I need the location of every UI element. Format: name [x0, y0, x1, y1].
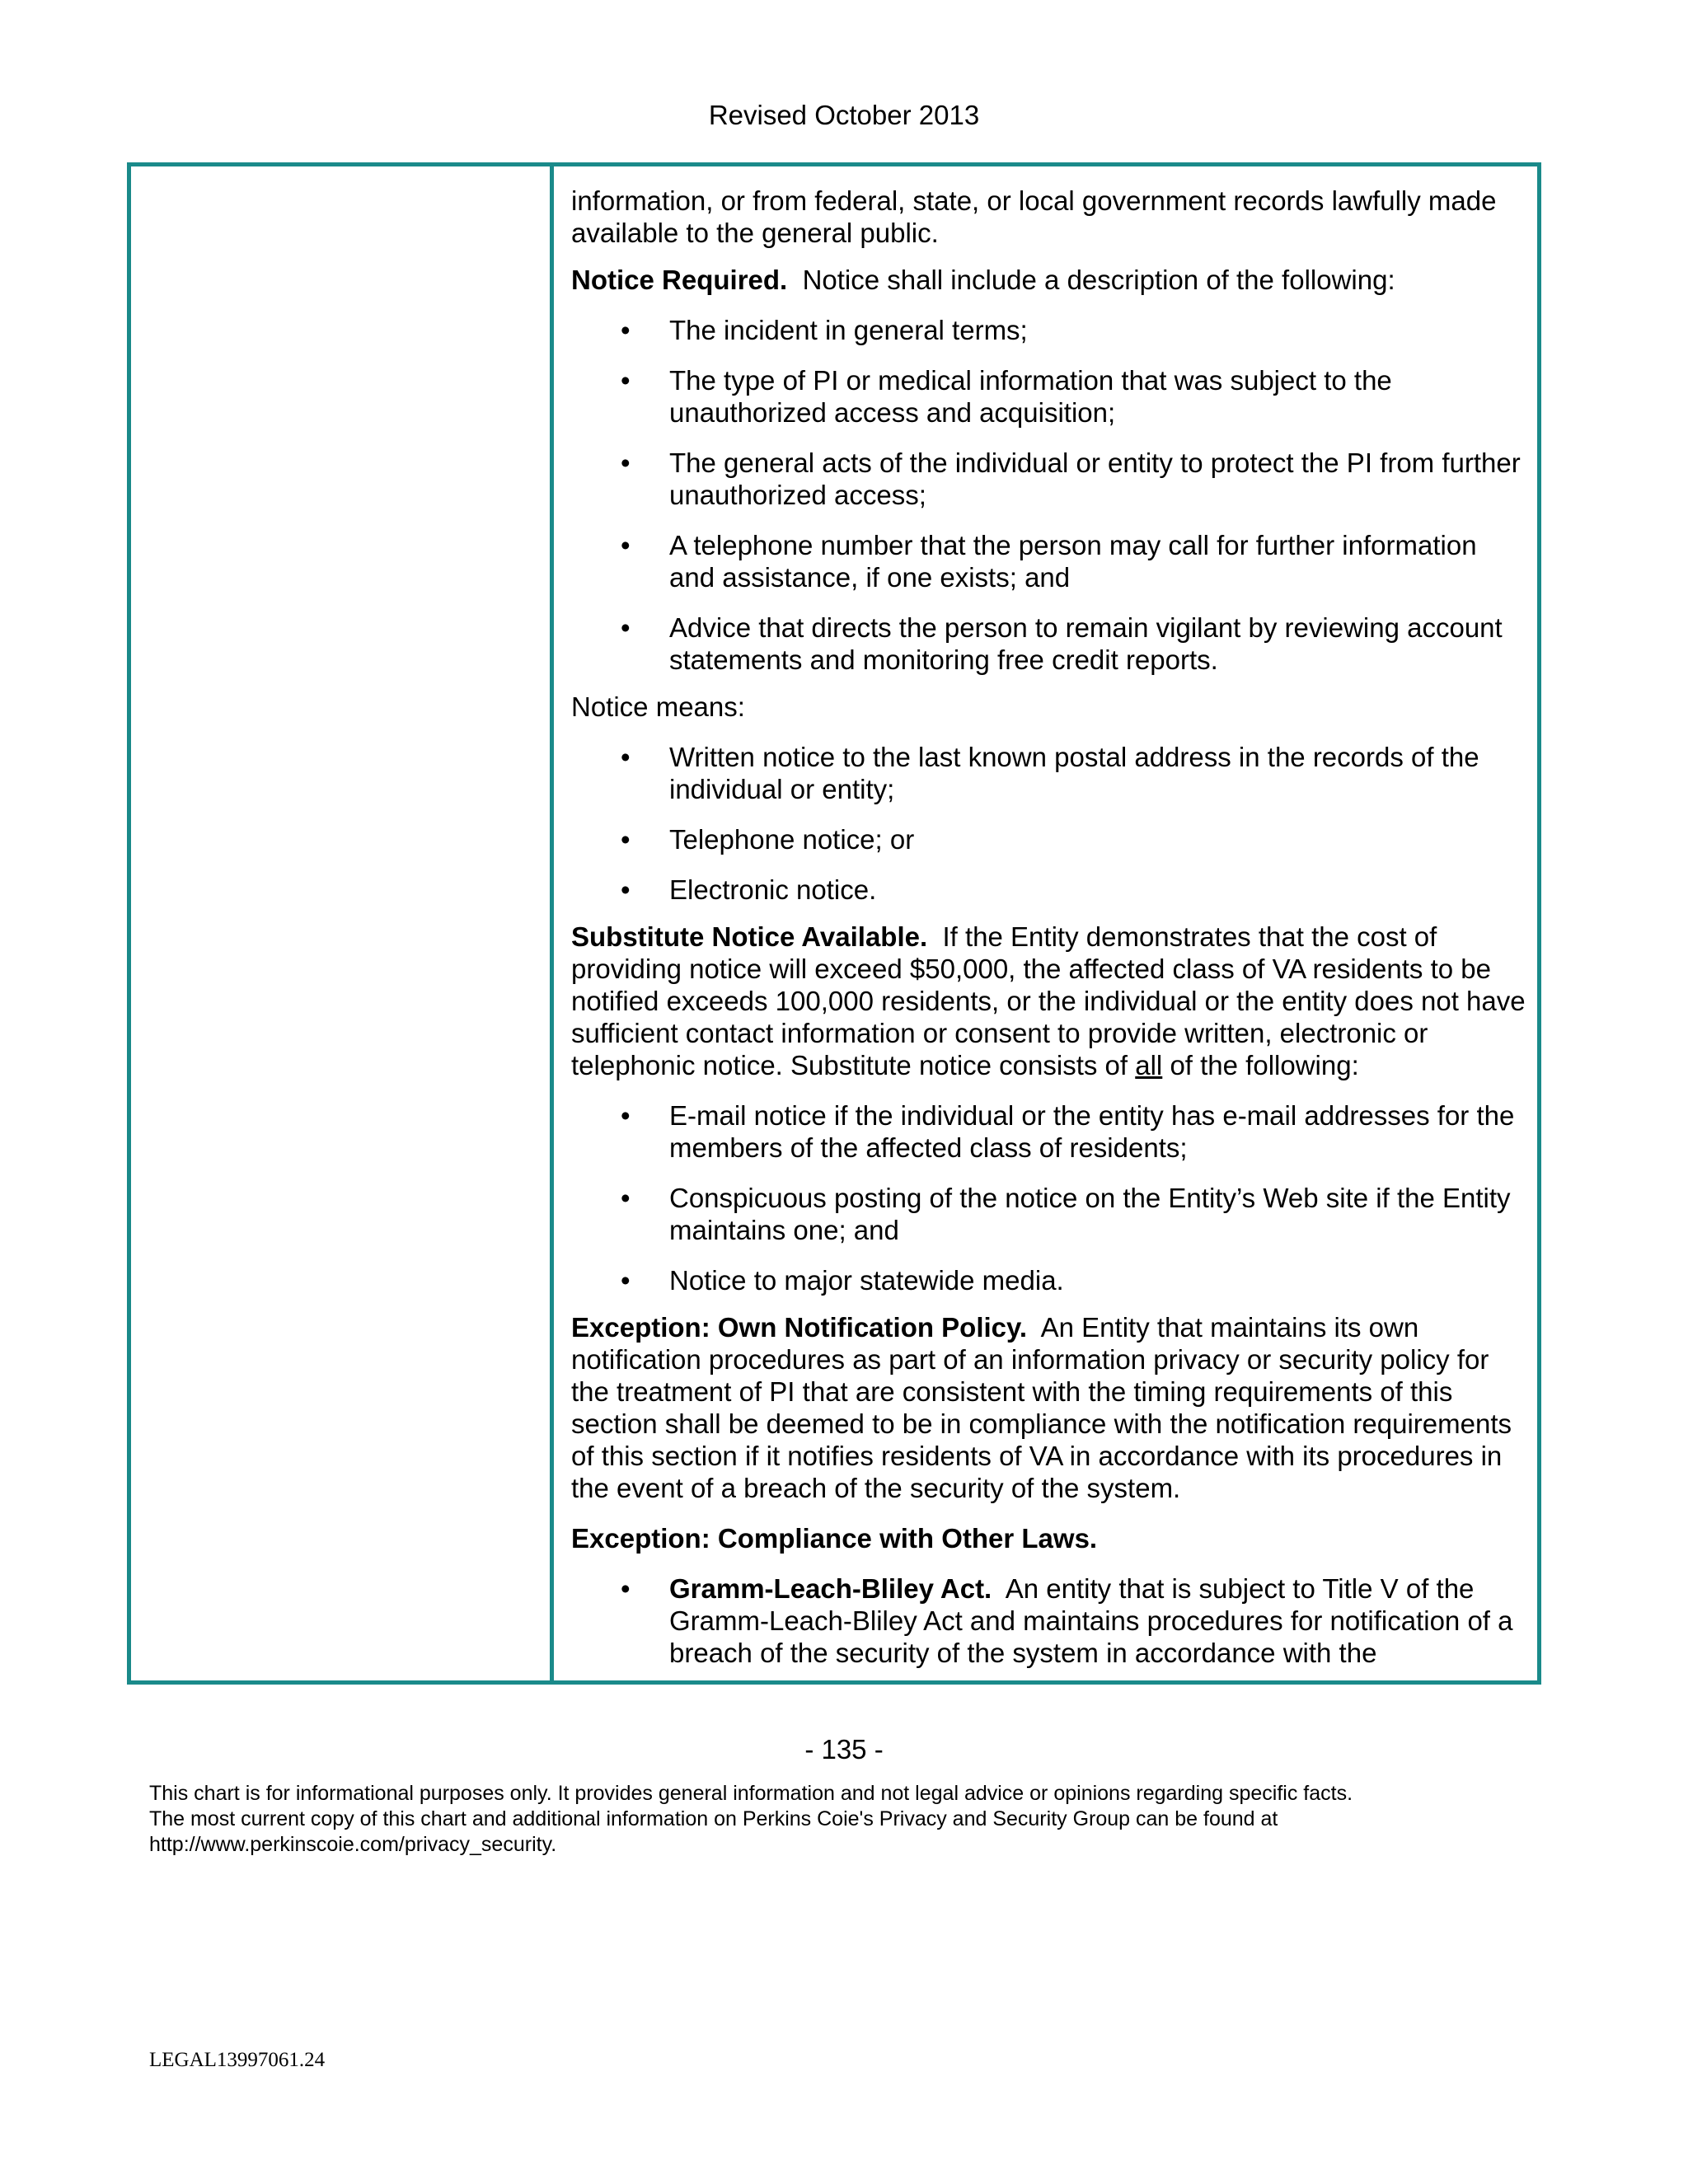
page-number: - 135 - [804, 1734, 884, 1765]
list-item: • Electronic notice. [621, 874, 877, 905]
exception-other-laws-paragraph [571, 1522, 1527, 1554]
exception-other-laws-heading: Exception: Compliance with Other Laws. [571, 1523, 1098, 1554]
disclaimer-line: http://www.perkinscoie.com/privacy_security. [149, 1833, 557, 1856]
bullet-icon: • [621, 1183, 631, 1213]
disclaimer-line: This chart is for informational purposes only. It provides general information and not legal advice or opinions regarding specific facts. [149, 1782, 1353, 1805]
list-item: • Conspicuous posting of the notice on the Entity’s Web site if the Entity maintains one; and [621, 1183, 1511, 1245]
exception-own-policy-text: An Entity that maintains its own notification procedures as part of an information privacy or security policy for the treatment of PI that are consistent with the timing requirements of this section shall be deemed to be in compliance with the notification requirements of this section if it notifies residents of VA in accordance with its procedures in the event of a breach of the security of the system. [571, 1312, 1512, 1503]
bullet-icon: • [621, 448, 631, 478]
table-right-cell [571, 185, 1527, 1669]
bullet-icon: • [621, 612, 631, 643]
substitute-notice-text-after: of the following: [1170, 1050, 1359, 1080]
notice-means-text: Notice means: [571, 691, 745, 722]
glba-heading: Gramm-Leach-Bliley Act. [669, 1573, 992, 1604]
list-item: • The type of PI or medical information that was subject to the unauthorized access and acquisition; [621, 365, 1392, 428]
list-item [571, 1572, 1527, 1669]
bullet-icon: • [621, 742, 631, 772]
list-item: • Telephone notice; or [621, 824, 915, 855]
substitute-notice-underlined: all [1135, 1050, 1163, 1080]
list-item: • A telephone number that the person may call for further information and assistance, if one exists; and [621, 530, 1477, 593]
revised-date-header: Revised October 2013 [708, 100, 980, 130]
bullet-icon: • [621, 824, 631, 855]
notice-means-list [571, 741, 1527, 906]
list-item: • Notice to major statewide media. [621, 1265, 1064, 1296]
bullet-icon: • [621, 1265, 631, 1296]
exception-other-laws-list [571, 1572, 1527, 1669]
bullet-icon: • [621, 1573, 631, 1604]
substitute-notice-list [571, 1099, 1527, 1296]
bullet-icon: • [621, 874, 631, 905]
disclaimer-line: The most current copy of this chart and additional information on Perkins Coie's Privacy and Security Group can be found at [149, 1807, 1278, 1830]
glba-text: An entity that is subject to Title V of the Gramm-Leach-Bliley Act and maintains procedures for notification of a breach of the security of the system in accordance with the [669, 1573, 1513, 1668]
bullet-icon: • [621, 1100, 631, 1131]
notice-required-heading: Notice Required. [571, 265, 788, 295]
list-item: • Advice that directs the person to remain vigilant by reviewing account statements and monitoring free credit reports. [621, 612, 1503, 675]
notice-required-text: Notice shall include a description of the following: [802, 265, 1395, 295]
notice-required-paragraph [571, 264, 1527, 296]
list-item: • The general acts of the individual or entity to protect the PI from further unauthorized access; [621, 448, 1521, 510]
substitute-notice-paragraph [571, 921, 1527, 1081]
substitute-notice-text: If the Entity demonstrates that the cost of providing notice will exceed $50,000, the affected class of VA residents to be notified exceeds 100,000 residents, or the individual or the entity does not have sufficient contact information or consent to provide written, electronic or telephonic notice. Substitute notice consists of [571, 921, 1526, 1080]
legal-document-id: LEGAL13997061.24 [149, 2049, 326, 2071]
content-table [127, 162, 1541, 1685]
bullet-icon: • [621, 315, 631, 345]
exception-own-policy-paragraph [571, 1311, 1527, 1504]
list-item: • The incident in general terms; [621, 315, 1028, 345]
list-item: • Written notice to the last known postal address in the records of the individual or entity; [621, 742, 1479, 804]
footer-disclaimer [149, 1781, 1550, 1858]
exception-own-policy-heading: Exception: Own Notification Policy. [571, 1312, 1028, 1343]
intro-continuation: information, or from federal, state, or local government records lawfully made available to the general public. [571, 185, 1497, 248]
bullet-icon: • [621, 365, 631, 396]
notice-required-list [571, 314, 1527, 676]
column-divider [550, 166, 554, 1680]
bullet-icon: • [621, 530, 631, 560]
substitute-notice-heading: Substitute Notice Available. [571, 921, 928, 952]
list-item: • E-mail notice if the individual or the entity has e-mail addresses for the members of the affected class of residents; [621, 1100, 1515, 1163]
